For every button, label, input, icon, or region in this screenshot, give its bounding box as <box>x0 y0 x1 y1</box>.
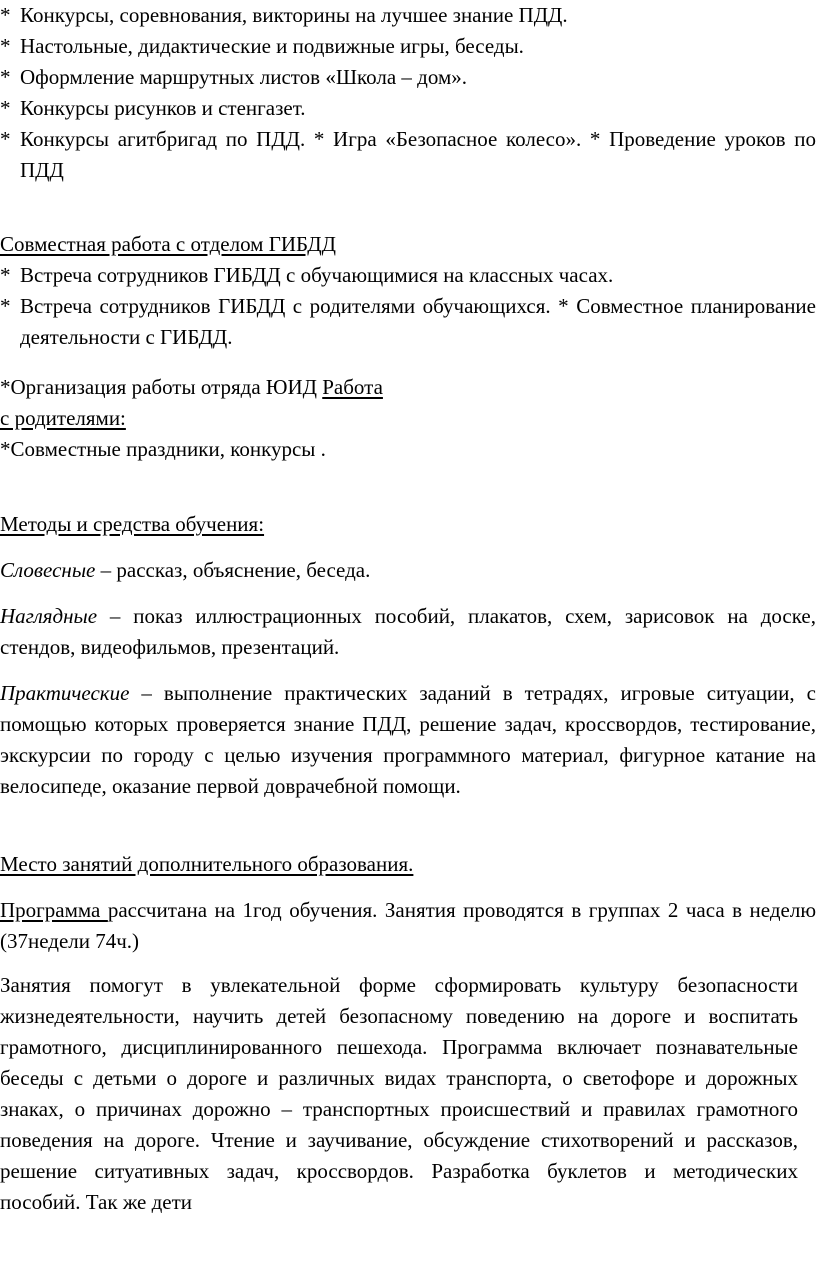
gibdd-section <box>0 229 816 353</box>
bullet-marker: * <box>0 294 11 318</box>
list-item: * Настольные, дидактические и подвижные игры, беседы. <box>0 31 816 62</box>
bullet-marker: * <box>0 96 11 120</box>
list-item: * Встреча сотрудников ГИБДД с родителями обучающихся. * Совместное планирование деятельности с ГИБДД. <box>0 291 816 353</box>
parents-item: *Совместные праздники, конкурсы . <box>0 437 326 461</box>
methods-practical: Практические – выполнение практических заданий в тетрадях, игровые ситуации, с помощью которых проверяется знание ПДД, решение задач, кроссвордов, тестирование, экскурсии по городу с целью изучения программного материал, фигурное катание на велосипеде, оказание первой доврачебной помощи. <box>0 681 816 798</box>
bullet-marker: * <box>0 263 11 287</box>
bullet-marker: * <box>0 34 11 58</box>
activities-list <box>0 0 816 186</box>
parents-heading-part2: с родителями: <box>0 406 126 430</box>
bullet-marker: * <box>0 127 11 151</box>
gibdd-heading: Совместная работа с отделом ГИБДД <box>0 232 336 256</box>
yuid-line: *Организация работы отряда ЮИД Работа <box>0 375 383 399</box>
list-item: * Оформление маршрутных листов «Школа – дом». <box>0 62 816 93</box>
method-term: Словесные <box>0 558 96 582</box>
parents-heading-part1: Работа <box>322 375 383 399</box>
list-item: * Встреча сотрудников ГИБДД с обучающимися на классных часах. <box>0 260 816 291</box>
method-term: Практические <box>0 681 130 705</box>
bullet-marker: * <box>0 65 11 89</box>
methods-visual: Наглядные – показ иллюстрационных пособий, плакатов, схем, зарисовок на доске, стендов, видеофильмов, презентаций. <box>0 604 816 659</box>
method-term: Наглядные <box>0 604 98 628</box>
methods-verbal: Словесные – рассказ, объяснение, беседа. <box>0 558 371 582</box>
yuid-section <box>0 372 383 465</box>
program-paragraph: Программа рассчитана на 1год обучения. Занятия проводятся в группах 2 часа в неделю (37недели 74ч.) <box>0 898 816 953</box>
methods-heading: Методы и средства обучения: <box>0 512 265 536</box>
bullet-marker: * <box>0 3 11 27</box>
place-heading: Место занятий дополнительного образования. <box>0 852 414 876</box>
list-item: * Конкурсы рисунков и стенгазет. <box>0 93 816 124</box>
list-item: * Конкурсы, соревнования, викторины на лучшее знание ПДД. <box>0 0 816 31</box>
final-paragraph: Занятия помогут в увлекательной форме сформировать культуру безопасности жизнедеятельности, научить детей безопасному поведению на дороге и воспитать грамотного, дисциплинированного пешехода. Программа включает познавательные беседы с детьми о дороге и различных видах транспорта, о светофоре и дорожных знаках, о причинах дорожно – транспортных происшествий и правилах грамотного поведения на дороге. Чтение и заучивание, обсуждение стихотворений и рассказов, решение ситуативных задач, кроссвордов. Разработка буклетов и методических пособий. Так же дети <box>0 973 798 1214</box>
list-item: * Конкурсы агитбригад по ПДД. * Игра «Безопасное колесо». * Проведение уроков по ПДД <box>0 124 816 186</box>
program-label: Программа <box>0 898 108 922</box>
